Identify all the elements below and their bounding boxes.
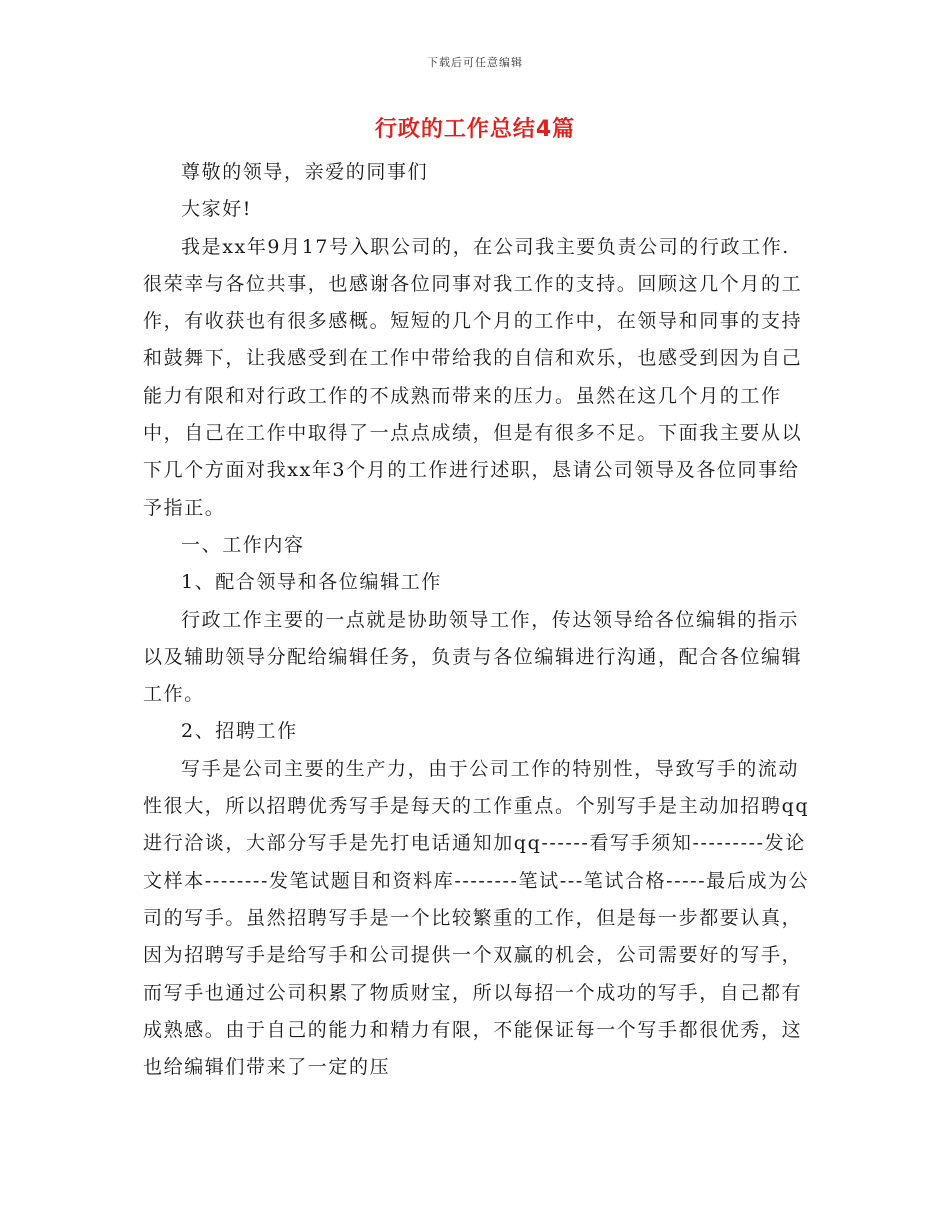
recruitment-paragraph: 写手是公司主要的生产力，由于公司工作的特别性，导致写手的流动性很大，所以招聘优秀写手是每天的工作重点。个别写手是主动加招聘qq进行洽谈，大部分写手是先打电话通知加qq------看写手须知---------发论文样本--------发笔试题目和资料库--------笔试---笔试合格-----最后成为公司的写手。虽然招聘写手是一个比较繁重的工作，但是每一步都要认真，因为招聘写手是给写手和公司提供一个双赢的机会，公司需要好的写手，而写手也通过公司积累了物质财宝，所以每招一个成功的写手，自己都有成熟感。由于自己的能力和精力有限，不能保证每一个写手都很优秀，这也给编辑们带来了一定的压 — [143, 757, 810, 1079]
salutation: 尊敬的领导，亲爱的同事们 — [181, 161, 429, 183]
page-header: 下载后可任意编辑 — [427, 56, 523, 69]
cooperation-paragraph: 行政工作主要的一点就是协助领导工作，传达领导给各位编辑的指示以及辅助领导分配给编辑任务，负责与各位编辑进行沟通，配合各位编辑工作。 — [143, 608, 803, 706]
section-heading-work-content: 一、工作内容 — [181, 533, 305, 556]
greeting: 大家好! — [181, 198, 253, 221]
subheading-recruitment: 2、招聘工作 — [181, 720, 298, 743]
subheading-cooperation: 1、配合领导和各位编辑工作 — [181, 571, 442, 594]
intro-paragraph: 我是xx年9月17号入职公司的，在公司我主要负责公司的行政工作.很荣幸与各位共事，也感谢各位同事对我工作的支持。回顾这几个月的工作，有收获也有很多感概。短短的几个月的工作中，在领导和同事的支持和鼓舞下，让我感受到在工作中带给我的自信和欢乐，也感受到因为自己能力有限和对行政工作的不成熟而带来的压力。虽然在这几个月的工作中，自己在工作中取得了一点点成绩，但是有很多不足。下面我主要从以下几个方面对我xx年3个月的工作进行述职，恳请公司领导及各位同事给予指正。 — [143, 235, 803, 519]
document-title: 行政的工作总结4篇 — [374, 117, 576, 142]
document-body — [143, 154, 810, 1086]
